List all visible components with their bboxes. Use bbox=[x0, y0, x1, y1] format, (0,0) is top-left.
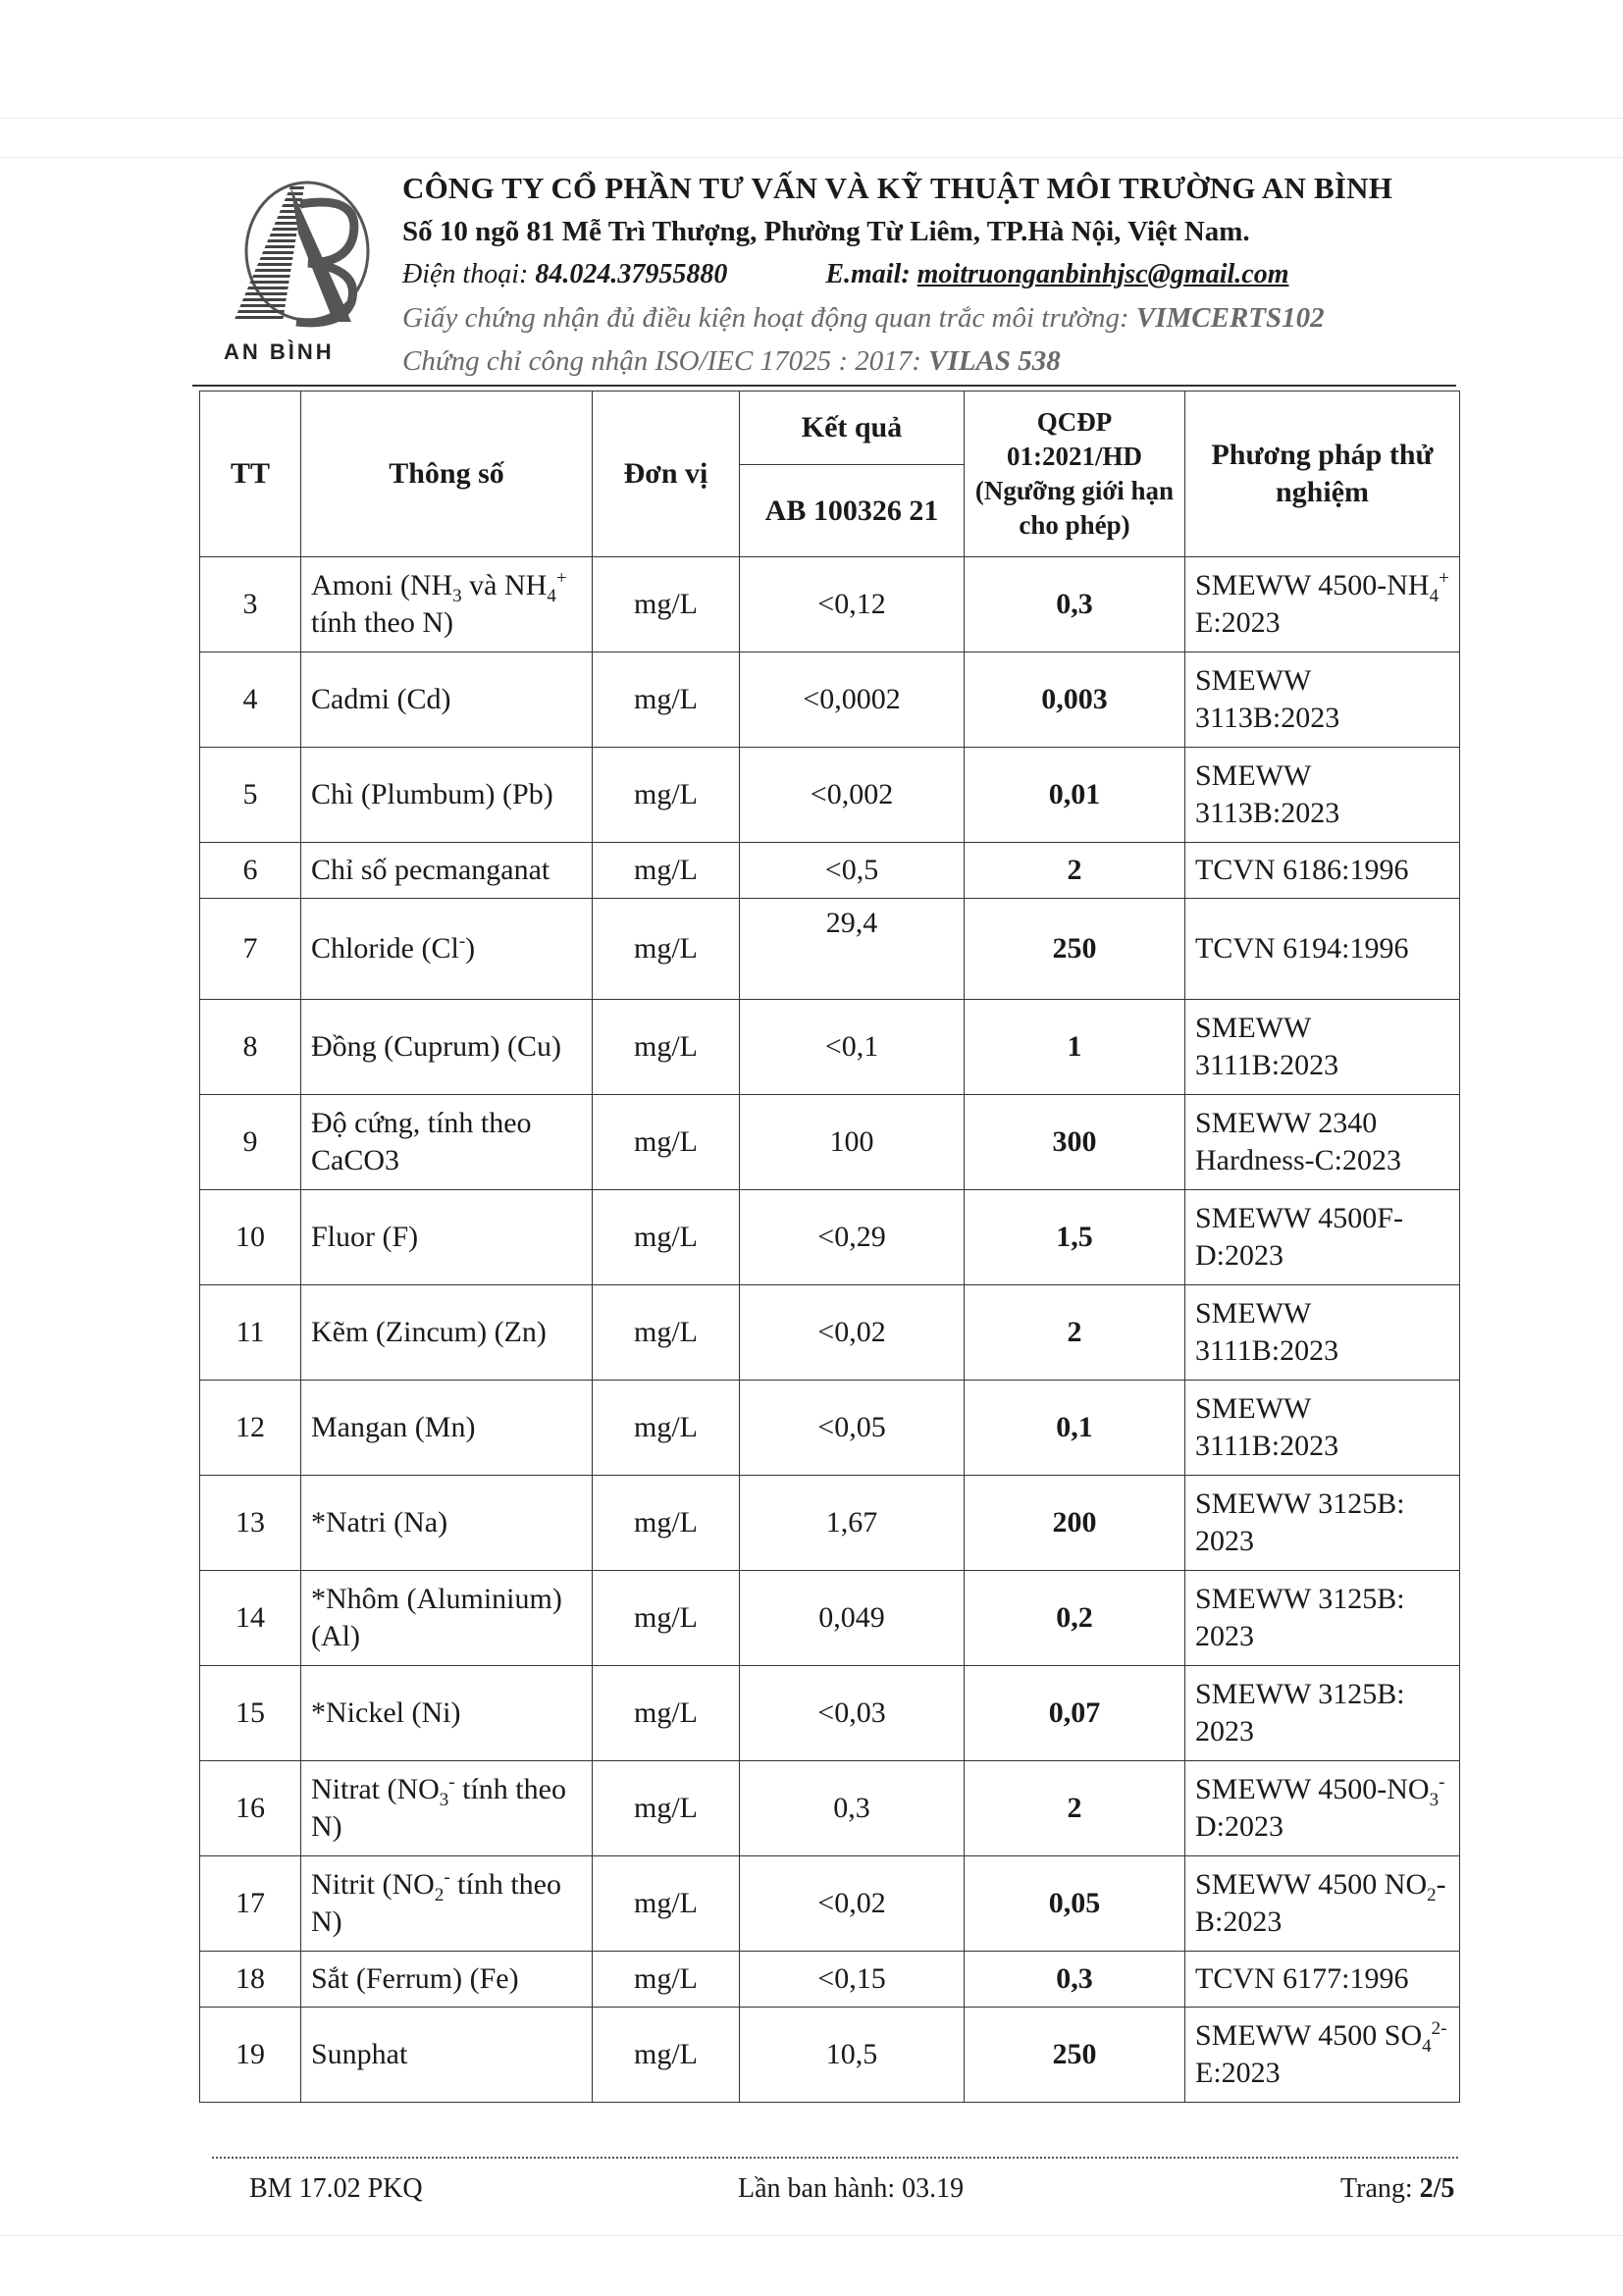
table-row: 19 Sunphat mg/L 10,5 250 SMEWW 4500 $SO_4^{2-}E:2023$ bbox=[200, 2008, 1460, 2103]
header-result: Kết quả bbox=[740, 391, 965, 465]
results-table bbox=[199, 391, 1460, 2103]
table-row: 11 Kẽm (Zincum) (Zn) mg/L <0,02 2 SMEWW 3111B:2023 bbox=[200, 1285, 1460, 1381]
company-logo bbox=[214, 175, 381, 371]
header-sample-code: AB 100326 21 bbox=[740, 465, 965, 557]
svg-text:AN BÌNH: AN BÌNH bbox=[224, 339, 335, 364]
table-row: 12 Mangan (Mn) mg/L <0,05 0,1 SMEWW 3111B:2023 bbox=[200, 1381, 1460, 1476]
param-cell: Chloride (Cl-) bbox=[301, 899, 593, 1000]
table-header bbox=[200, 391, 1460, 557]
logo-graphic bbox=[214, 175, 381, 371]
company-header bbox=[402, 167, 1501, 383]
table-row: 16 Nitrat ($NO_3^-$ tính theo N) mg/L 0,3 2 SMEWW $4500-NO_3^-D:2023$ bbox=[200, 1761, 1460, 1856]
table-row: 6 Chỉ số pecmanganat mg/L <0,5 2 TCVN 6186:1996 bbox=[200, 843, 1460, 899]
param-cell: Nitrit ($NO_2^-$ tính theo N) bbox=[301, 1856, 593, 1952]
table-row: 14 *Nhôm (Aluminium) (Al) mg/L 0,049 0,2 SMEWW 3125B: 2023 bbox=[200, 1571, 1460, 1666]
table-row: 17 Nitrit ($NO_2^-$ tính theo N) mg/L <0,02 0,05 SMEWW 4500 $NO_2-B:2023$ bbox=[200, 1856, 1460, 1952]
footer-rule bbox=[212, 2157, 1458, 2159]
method-cell: SMEWW $4500-NO_3^-D:2023$ bbox=[1185, 1761, 1460, 1856]
header-tt: TT bbox=[200, 391, 301, 557]
header-limit: QCĐP 01:2021/HD (Ngưỡng giới hạn cho phép) bbox=[965, 391, 1185, 557]
table-row: 7 Chloride (Cl-) mg/L 29,4 250 TCVN 6194:1996 bbox=[200, 899, 1460, 1000]
table-row: 3 Amoni ($NH_3$ và $NH_4^+$ tính theo N) mg/L <0,12 0,3 SMEWW $4500-NH_4^+$ E:2023 bbox=[200, 557, 1460, 652]
header-rule bbox=[192, 385, 1456, 387]
header-method: Phương pháp thử nghiệm bbox=[1185, 391, 1460, 557]
page-number: Trang: 2/5 bbox=[1340, 2173, 1455, 2204]
company-name: CÔNG TY CỔ PHẦN TƯ VẤN VÀ KỸ THUẬT MÔI TRƯỜNG AN BÌNH bbox=[402, 171, 1393, 205]
method-cell: SMEWW $4500-NH_4^+$ E:2023 bbox=[1185, 557, 1460, 652]
email-link[interactable]: moitruonganbinhjsc@gmail.com bbox=[916, 259, 1289, 289]
table-row: 5 Chì (Plumbum) (Pb) mg/L <0,002 0,01 SMEWW 3113B:2023 bbox=[200, 748, 1460, 843]
table-row: 13 *Natri (Na) mg/L 1,67 200 SMEWW 3125B: 2023 bbox=[200, 1476, 1460, 1571]
form-code: BM 17.02 PKQ bbox=[249, 2173, 423, 2204]
company-address: Số 10 ngõ 81 Mễ Trì Thượng, Phường Từ Liêm, TP.Hà Nội, Việt Nam. bbox=[402, 216, 1250, 247]
table-row: 15 *Nickel (Ni) mg/L <0,03 0,07 SMEWW 3125B: 2023 bbox=[200, 1666, 1460, 1761]
param-cell: Amoni ($NH_3$ và $NH_4^+$ tính theo N) bbox=[301, 557, 593, 652]
issue-number: Lần ban hành: 03.19 bbox=[738, 2173, 965, 2204]
table-row: 10 Fluor (F) mg/L <0,29 1,5 SMEWW 4500F-D:2023 bbox=[200, 1190, 1460, 1285]
phone-number: 84.024.37955880 bbox=[535, 259, 728, 289]
table-row: 9 Độ cứng, tính theo CaCO3 mg/L 100 300 SMEWW 2340 Hardness-C:2023 bbox=[200, 1095, 1460, 1190]
method-cell: SMEWW 4500 $NO_2-B:2023$ bbox=[1185, 1856, 1460, 1952]
table-row: 8 Đồng (Cuprum) (Cu) mg/L <0,1 1 SMEWW 3111B:2023 bbox=[200, 1000, 1460, 1095]
table-row: 18 Sắt (Ferrum) (Fe) mg/L <0,15 0,3 TCVN 6177:1996 bbox=[200, 1952, 1460, 2008]
method-cell: SMEWW 4500 $SO_4^{2-}E:2023$ bbox=[1185, 2008, 1460, 2103]
company-contact: Điện thoại: 84.024.37955880 E.mail: moitruonganbinhjsc@gmail.com bbox=[402, 259, 1289, 289]
iso-line: Chứng chỉ công nhận ISO/IEC 17025 : 2017: VILAS 538 bbox=[402, 345, 1061, 377]
table-row: 4 Cadmi (Cd) mg/L <0,0002 0,003 SMEWW 3113B:2023 bbox=[200, 652, 1460, 748]
certificate-line: Giấy chứng nhận đủ điều kiện hoạt động quan trắc môi trường: VIMCERTS102 bbox=[402, 302, 1325, 334]
header-unit: Đơn vị bbox=[593, 391, 740, 557]
param-cell: Nitrat ($NO_3^-$ tính theo N) bbox=[301, 1761, 593, 1856]
header-param: Thông số bbox=[301, 391, 593, 557]
